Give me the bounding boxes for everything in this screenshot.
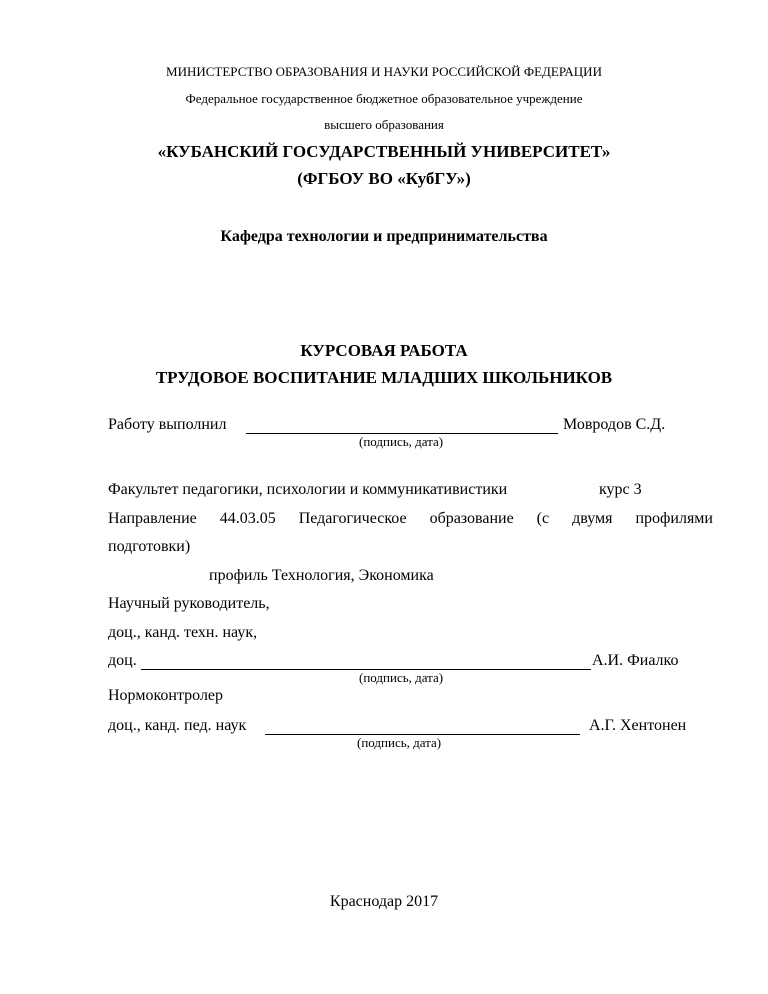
work-type: КУРСОВАЯ РАБОТА — [300, 341, 468, 360]
direction-word: двумя — [572, 510, 613, 527]
direction-word: Педагогическое — [298, 510, 407, 527]
normcontroller-label: Нормоконтролер — [108, 687, 224, 704]
author-label: Работу выполнил — [108, 416, 227, 433]
normcontroller-signature-caption: (подпись, дата) — [357, 735, 442, 750]
direction-line — [108, 510, 713, 528]
supervisor-position: доц. — [108, 652, 137, 669]
direction-word: (с — [536, 510, 550, 527]
direction-word: профилями — [635, 510, 713, 527]
supervisor-signature-caption: (подпись, дата) — [359, 670, 444, 685]
author-name: Мовродов С.Д. — [563, 416, 666, 433]
work-title: ТРУДОВОЕ ВОСПИТАНИЕ МЛАДШИХ ШКОЛЬНИКОВ — [155, 368, 613, 387]
city-year: Краснодар 2017 — [329, 893, 439, 910]
course-number: курс 3 — [599, 481, 642, 498]
institution-type-line-1: Федеральное государственное бюджетное образовательное учреждение — [185, 91, 583, 106]
direction-line-2: подготовки) — [108, 538, 191, 555]
ministry-line: МИНИСТЕРСТВО ОБРАЗОВАНИЯ И НАУКИ РОССИЙСКОЙ ФЕДЕРАЦИИ — [166, 64, 602, 79]
direction-word: Направление — [108, 510, 197, 527]
department-name: Кафедра технологии и предпринимательства — [220, 228, 548, 245]
university-name: «КУБАНСКИЙ ГОСУДАРСТВЕННЫЙ УНИВЕРСИТЕТ» — [157, 142, 611, 161]
supervisor-label: Научный руководитель, — [108, 595, 270, 612]
direction-word: образование — [429, 510, 514, 527]
faculty-text: Факультет педагогики, психологии и коммуникативистики — [108, 481, 508, 498]
direction-word: 44.03.05 — [219, 510, 276, 527]
normcontroller-name: А.Г. Хентонен — [589, 717, 687, 734]
normcontroller-degree: доц., канд. пед. наук — [108, 717, 247, 734]
author-signature-caption: (подпись, дата) — [359, 434, 444, 449]
university-abbreviation: (ФГБОУ ВО «КубГУ») — [297, 169, 471, 188]
institution-type-line-2: высшего образования — [324, 117, 444, 132]
direction-profile: профиль Технология, Экономика — [209, 567, 434, 584]
supervisor-degree: доц., канд. техн. наук, — [108, 624, 258, 641]
supervisor-name: А.И. Фиалко — [592, 652, 679, 669]
